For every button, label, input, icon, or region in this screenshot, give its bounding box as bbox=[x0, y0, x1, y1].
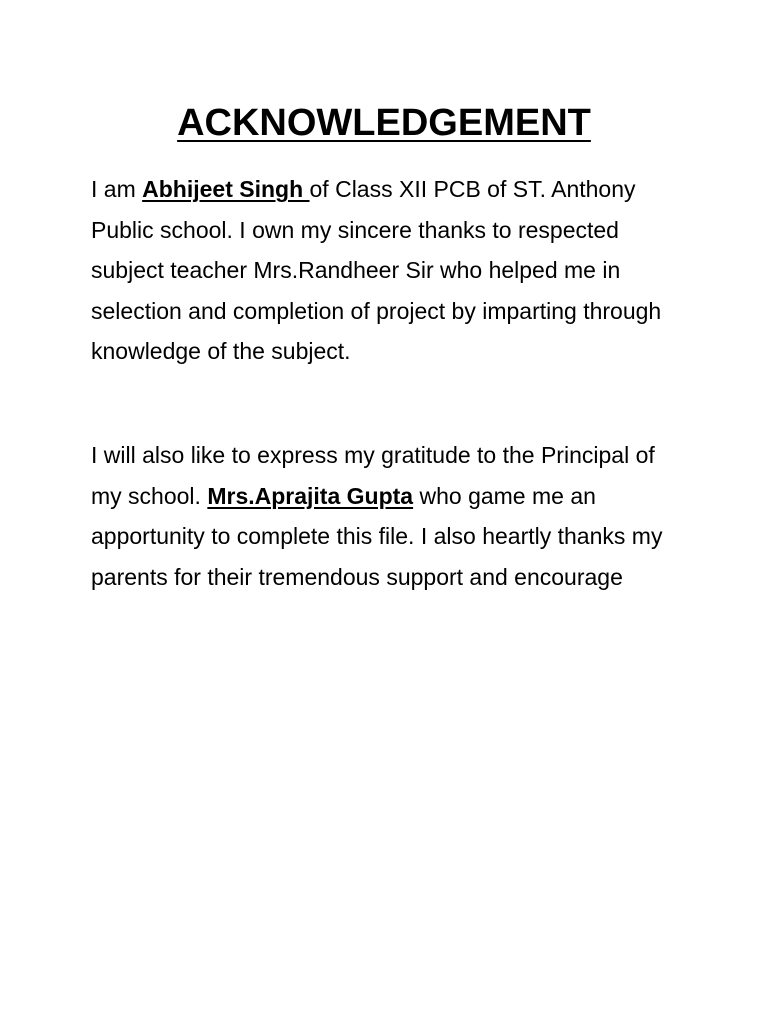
paragraph-intro-lead: I am bbox=[91, 176, 143, 202]
paragraph-gratitude-body: who game me an apportunity to complete this file. I also heartly thanks my parents for their tremendous support and encourage bbox=[91, 482, 663, 590]
paragraph-gratitude-lead: I will also like to express my gratitude to the Principal of my school. bbox=[91, 442, 655, 509]
paragraph-gratitude bbox=[91, 435, 691, 597]
student-name: Abhijeet Singh bbox=[142, 176, 310, 202]
page-title-text: ACKNOWLEDGEMENT bbox=[177, 102, 591, 144]
paragraph-intro-body: of Class XII PCB of ST. Anthony Public school. I own my sincere thanks to respected subject teacher Mrs.Randheer Sir who helped me in selection and completion of project by imparting through knowledge of the subject. bbox=[91, 176, 662, 364]
paragraph-intro bbox=[91, 169, 691, 372]
principal-name: Mrs.Aprajita Gupta bbox=[207, 482, 414, 509]
page-title bbox=[0, 98, 768, 148]
